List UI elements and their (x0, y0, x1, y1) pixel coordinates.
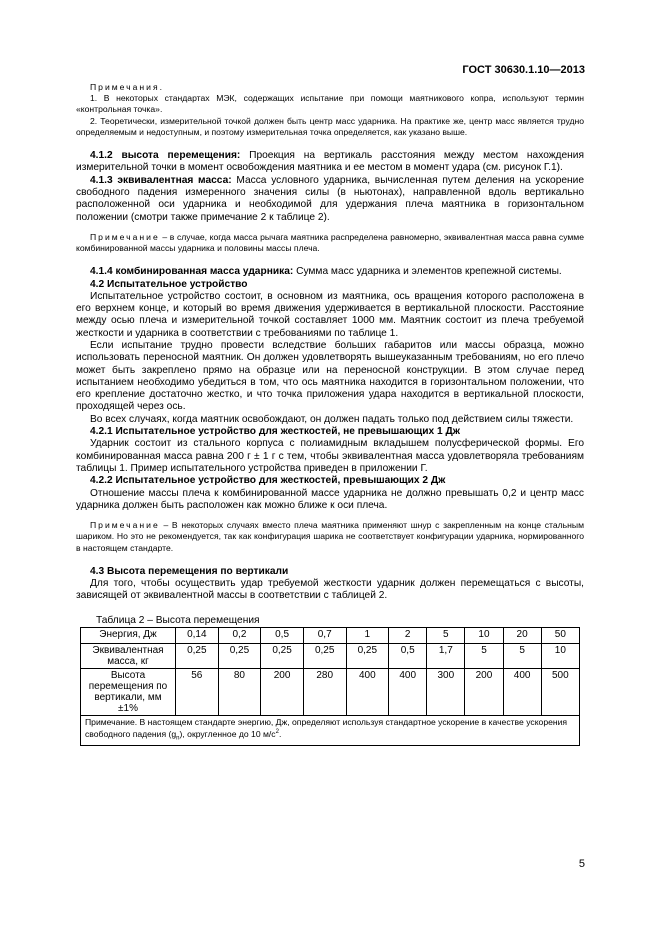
table-row-energy (81, 627, 580, 643)
note-4-text: – В некоторых случаях вместо плеча маятника применяют шнур с закрепленным на конце стальным шариком. Но это не рекомендуется, так как конфигурация шарика не соответствует конфигурации ударника, нормированного в настоящем стандарте. (76, 520, 584, 553)
note-1: 1. В некоторых стандартах МЭК, содержащих испытание при помощи маятникового копра, используют термин «контрольная точка». (76, 93, 584, 115)
table-cell: 200 (465, 668, 503, 715)
table-note-sup: 2 (275, 729, 279, 736)
note-3-text: – в случае, когда масса рычага маятника распределена равномерно, эквивалентная масса равна сумме комбинированной массы ударника и половины массы плеча. (76, 231, 584, 253)
table-cell: 1,7 (427, 643, 465, 668)
table-cell: 10 (465, 627, 503, 643)
table-row-head: Высота перемещения по вертикали, мм ±1% (81, 668, 176, 715)
section-4-2-para-2: Если испытание трудно провести вследствие больших габаритов или массы образца, можно использовать переносной маятник. Он должен удовлетворять вышеуказанным требованиям, но его плечо может быть закреплено прямо на образце или на переносной конструкции. В этом случае перед испытанием необходимо убедиться в том, что ось маятника находится в горизонтальном положении, что его крепление достаточно жестко, и что точка приложения удара находится в вертикальной плоскости, проходящей через ось. (76, 339, 584, 413)
section-4-2-2-title: 4.2.2 Испытательное устройство для жесткостей, превышающих 2 Дж (90, 475, 446, 487)
table-note-b: ), округленное до 10 м/с (179, 729, 276, 739)
table-row-height (81, 668, 580, 715)
table-cell: 0,5 (389, 643, 427, 668)
page-content (76, 82, 584, 746)
section-4-2-1-para: Ударник состоит из стального корпуса с полиамидным вкладышем полусферической формы. Его комбинированная масса равна 200 г ± 1 г с тем, чтобы эквивалентная масса удовлетворяла требованиям таблицы 1. Пример испытательного устройства приведен в приложении Г. (76, 438, 584, 474)
table-cell: 0,25 (218, 643, 261, 668)
section-4-2-1-title: 4.2.1 Испытательное устройство для жесткостей, не превышающих 1 Дж (90, 426, 460, 438)
section-4-1-2-text: Проекция на вертикаль расстояния между местом нахождения измерительной точки в момент освобождения маятника и ее местом в момент удара (см. рисунок Г.1). (76, 150, 585, 174)
table-row-head: Энергия, Дж (81, 627, 176, 643)
section-4-3-para: Для того, чтобы осуществить удар требуемой жесткости ударник должен перемещаться с высоты, зависящей от эквивалентной массы в соответствии с таблицей 2. (76, 578, 584, 602)
table-cell: 0,25 (346, 643, 389, 668)
table-cell: 0,25 (303, 643, 346, 668)
note-4 (76, 520, 584, 554)
table-cell: 5 (503, 643, 541, 668)
note-2: 2. Теоретически, измерительной точкой должен быть центр масс ударника. На практике же, центр масс является трудно определяемым и недоступным, и поэтому измерительная точка определяется, как указано выше. (76, 115, 584, 137)
table-row-note (81, 715, 580, 746)
height-table (80, 627, 580, 747)
page-number: 5 (578, 858, 585, 870)
table-note (81, 715, 580, 746)
table-cell: 0,14 (176, 627, 219, 643)
table-note-a: Примечание. В настоящем стандарте энергию, Дж, определяют используя стандартное ускорение в качестве ускорения свободного падения (g (85, 716, 568, 739)
section-4-1-3 (76, 175, 584, 224)
section-4-2-para-1: Испытательное устройство состоит, в основном из маятника, ось вращения которого расположена в его верхнем конце, и который во время движения удерживается в вертикальной плоскости. Расстояние между осью плеча и измерительной точкой составляет 1000 мм. Маятник состоит из плеча требуемой жесткости и ударника в соответствии с требованиями по таблице 1. (76, 290, 584, 339)
section-4-3-title: 4.3 Высота перемещения по вертикали (90, 565, 289, 577)
table-cell: 500 (541, 668, 579, 715)
table-cell: 10 (541, 643, 579, 668)
document-header: ГОСТ 30630.1.10—2013 (462, 64, 585, 76)
table-note-c: . (278, 729, 282, 739)
section-4-1-3-title: 4.1.3 эквивалентная масса: (90, 174, 232, 186)
table-cell: 56 (176, 668, 219, 715)
table-caption: Таблица 2 – Высота перемещения (96, 614, 260, 626)
table-cell: 400 (389, 668, 427, 715)
table-cell: 200 (261, 668, 304, 715)
table-cell: 80 (218, 668, 261, 715)
section-4-1-2-title: 4.1.2 высота перемещения: (90, 150, 241, 162)
note-3-label: Примечание (90, 231, 160, 242)
section-4-1-2 (76, 150, 584, 175)
table-cell: 0,5 (261, 627, 304, 643)
table-note-sub: n (176, 735, 180, 742)
table-cell: 0,7 (303, 627, 346, 643)
table-cell: 300 (427, 668, 465, 715)
section-4-1-4-text: Сумма масс ударника и элементов крепежной системы. (293, 266, 562, 278)
table-cell: 20 (503, 627, 541, 643)
section-4-1-3-text: Масса условного ударника, вычисленная путем деления на ускорение свободного падения измеренного значения силы (в ньютонах), направленной вдоль вертикально расположенной оси ударника и необходимой для удержания плеча маятника в горизонтальном положении (смотри также примечание 2 к таблице 2). (76, 174, 585, 223)
table-cell: 280 (303, 668, 346, 715)
note-4-label: Примечание (90, 520, 160, 531)
table-cell: 50 (541, 627, 579, 643)
section-4-1-4-title: 4.1.4 комбинированная масса ударника: (90, 266, 294, 278)
section-4-2-2-para: Отношение массы плеча к комбинированной массе ударника не должно превышать 0,2 и центр масс ударника должен быть расположен как можно ближе к оси плеча. (76, 487, 584, 511)
table-cell: 2 (389, 627, 427, 643)
table-cell: 400 (346, 668, 389, 715)
table-cell: 400 (503, 668, 541, 715)
table-cell: 0,25 (261, 643, 304, 668)
table-cell: 5 (427, 627, 465, 643)
section-4-2-title: 4.2 Испытательное устройство (90, 278, 248, 290)
section-4-2-para-3: Во всех случаях, когда маятник освобождают, он должен падать только под действием силы тяжести. (90, 413, 574, 425)
table-cell: 1 (346, 627, 389, 643)
table-cell: 0,2 (218, 627, 261, 643)
notes-title: Примечания. (90, 82, 165, 92)
note-3 (76, 232, 584, 254)
table-row-head: Эквивалентная масса, кг (81, 643, 176, 668)
table-cell: 5 (465, 643, 503, 668)
section-4-1-4 (76, 266, 584, 278)
table-cell: 0,25 (176, 643, 219, 668)
table-row-mass (81, 643, 580, 668)
